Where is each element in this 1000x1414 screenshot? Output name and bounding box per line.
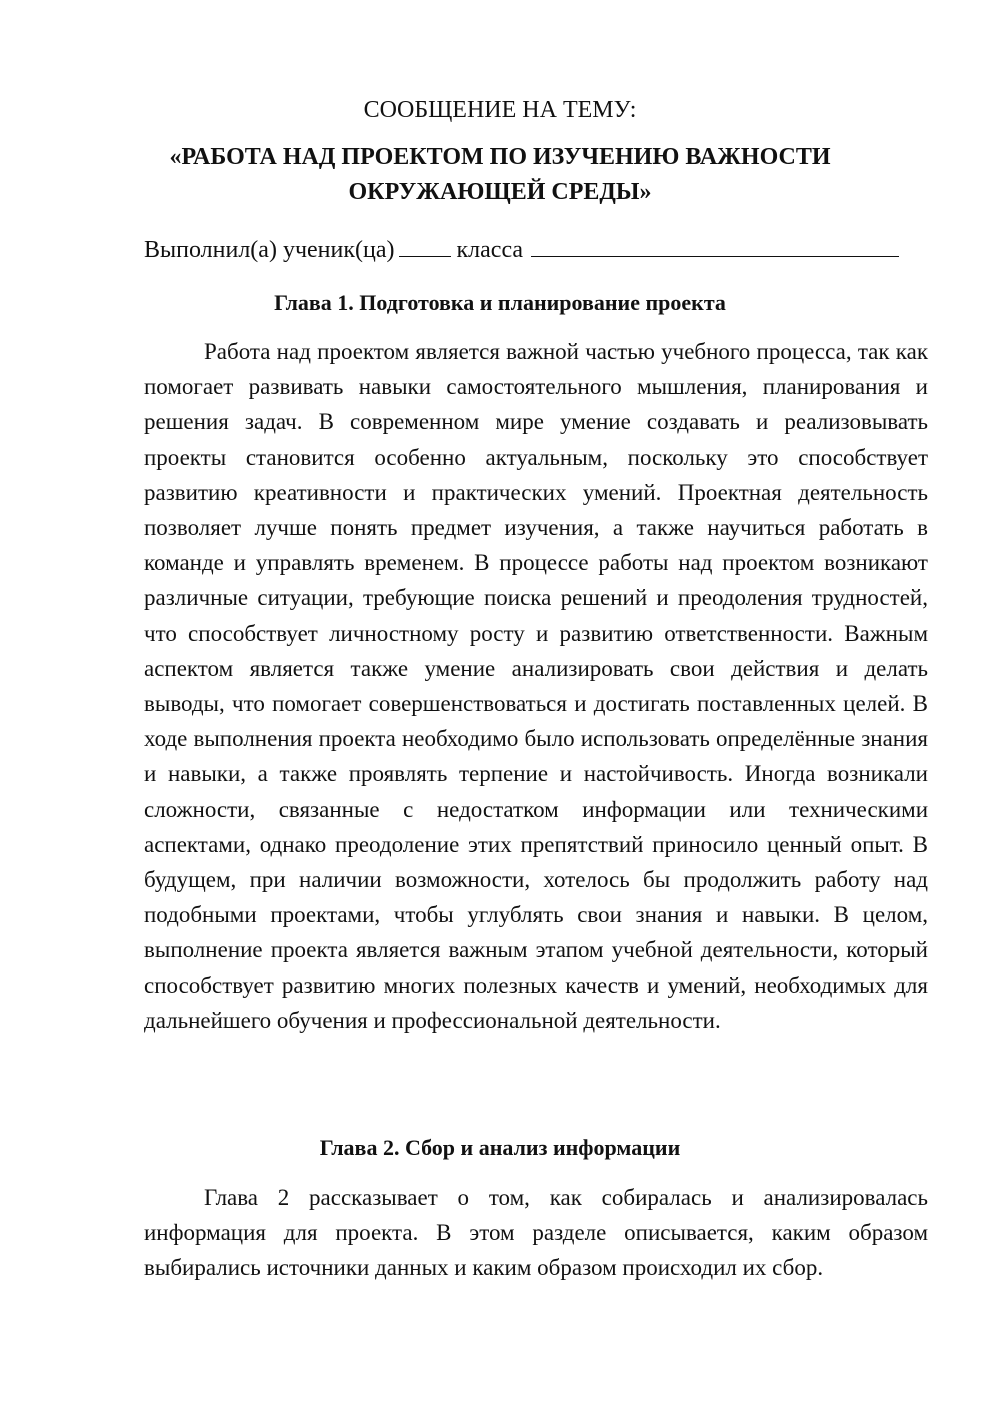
subject-line: СООБЩЕНИЕ НА ТЕМУ: [363, 97, 637, 123]
performed-by-label: Выполнил(а) ученик(ца) [144, 237, 395, 263]
chapter-1-heading: Глава 1. Подготовка и планирование проекта [274, 290, 726, 315]
chapter-1-paragraph: Работа над проектом является важной частью учебного процесса, так как помогает развивать навыки самостоятельного мышления, планирования и решения задач. В современном мире умение создавать и реализовывать проекты становится особенно актуальным, поскольку это способствует развитию креативности и практических умений. Проектная деятельность позволяет лучше понять предмет изучения, а также научиться работать в команде и управлять временем. В процессе работы над проектом возникают различные ситуации, требующие поиска решений и преодоления трудностей, что способствует личностному росту и развитию ответственности. Важным аспектом является также умение анализировать свои действия и делать выводы, что помогает совершенствоваться и достигать поставленных целей. В ходе выполнения проекта необходимо было использовать определённые знания и навыки, а также проявлять терпение и настойчивость. Иногда возникали сложности, связанные с недостатком информации или техническими аспектами, однако преодоление этих препятствий приносило ценный опыт. В будущем, при наличии возможности, хотелось бы продолжить работу над подобными проектами, чтобы углублять свои знания и навыки. В целом, выполнение проекта является важным этапом учебной деятельности, который способствует развитию многих полезных качеств и умений, необходимых для дальнейшего обучения и профессиональной деятельности. [144, 339, 928, 1033]
author-line [144, 232, 934, 266]
chapter-2-paragraph: Глава 2 рассказывает о том, как собиралась и анализировалась информация для проекта. В этом разделе описывается, каким образом выбирались источники данных и каким образом происходил их сбор. [144, 1185, 928, 1281]
document-title-line-1: «РАБОТА НАД ПРОЕКТОМ ПО ИЗУЧЕНИЮ ВАЖНОСТИ [169, 144, 831, 170]
class-number-blank [399, 232, 451, 257]
chapter-2-heading: Глава 2. Сбор и анализ информации [319, 1135, 681, 1160]
document-title-line-2: ОКРУЖАЮЩЕЙ СРЕДЫ» [348, 179, 652, 205]
student-name-blank [531, 232, 899, 257]
class-label: класса [456, 237, 524, 263]
